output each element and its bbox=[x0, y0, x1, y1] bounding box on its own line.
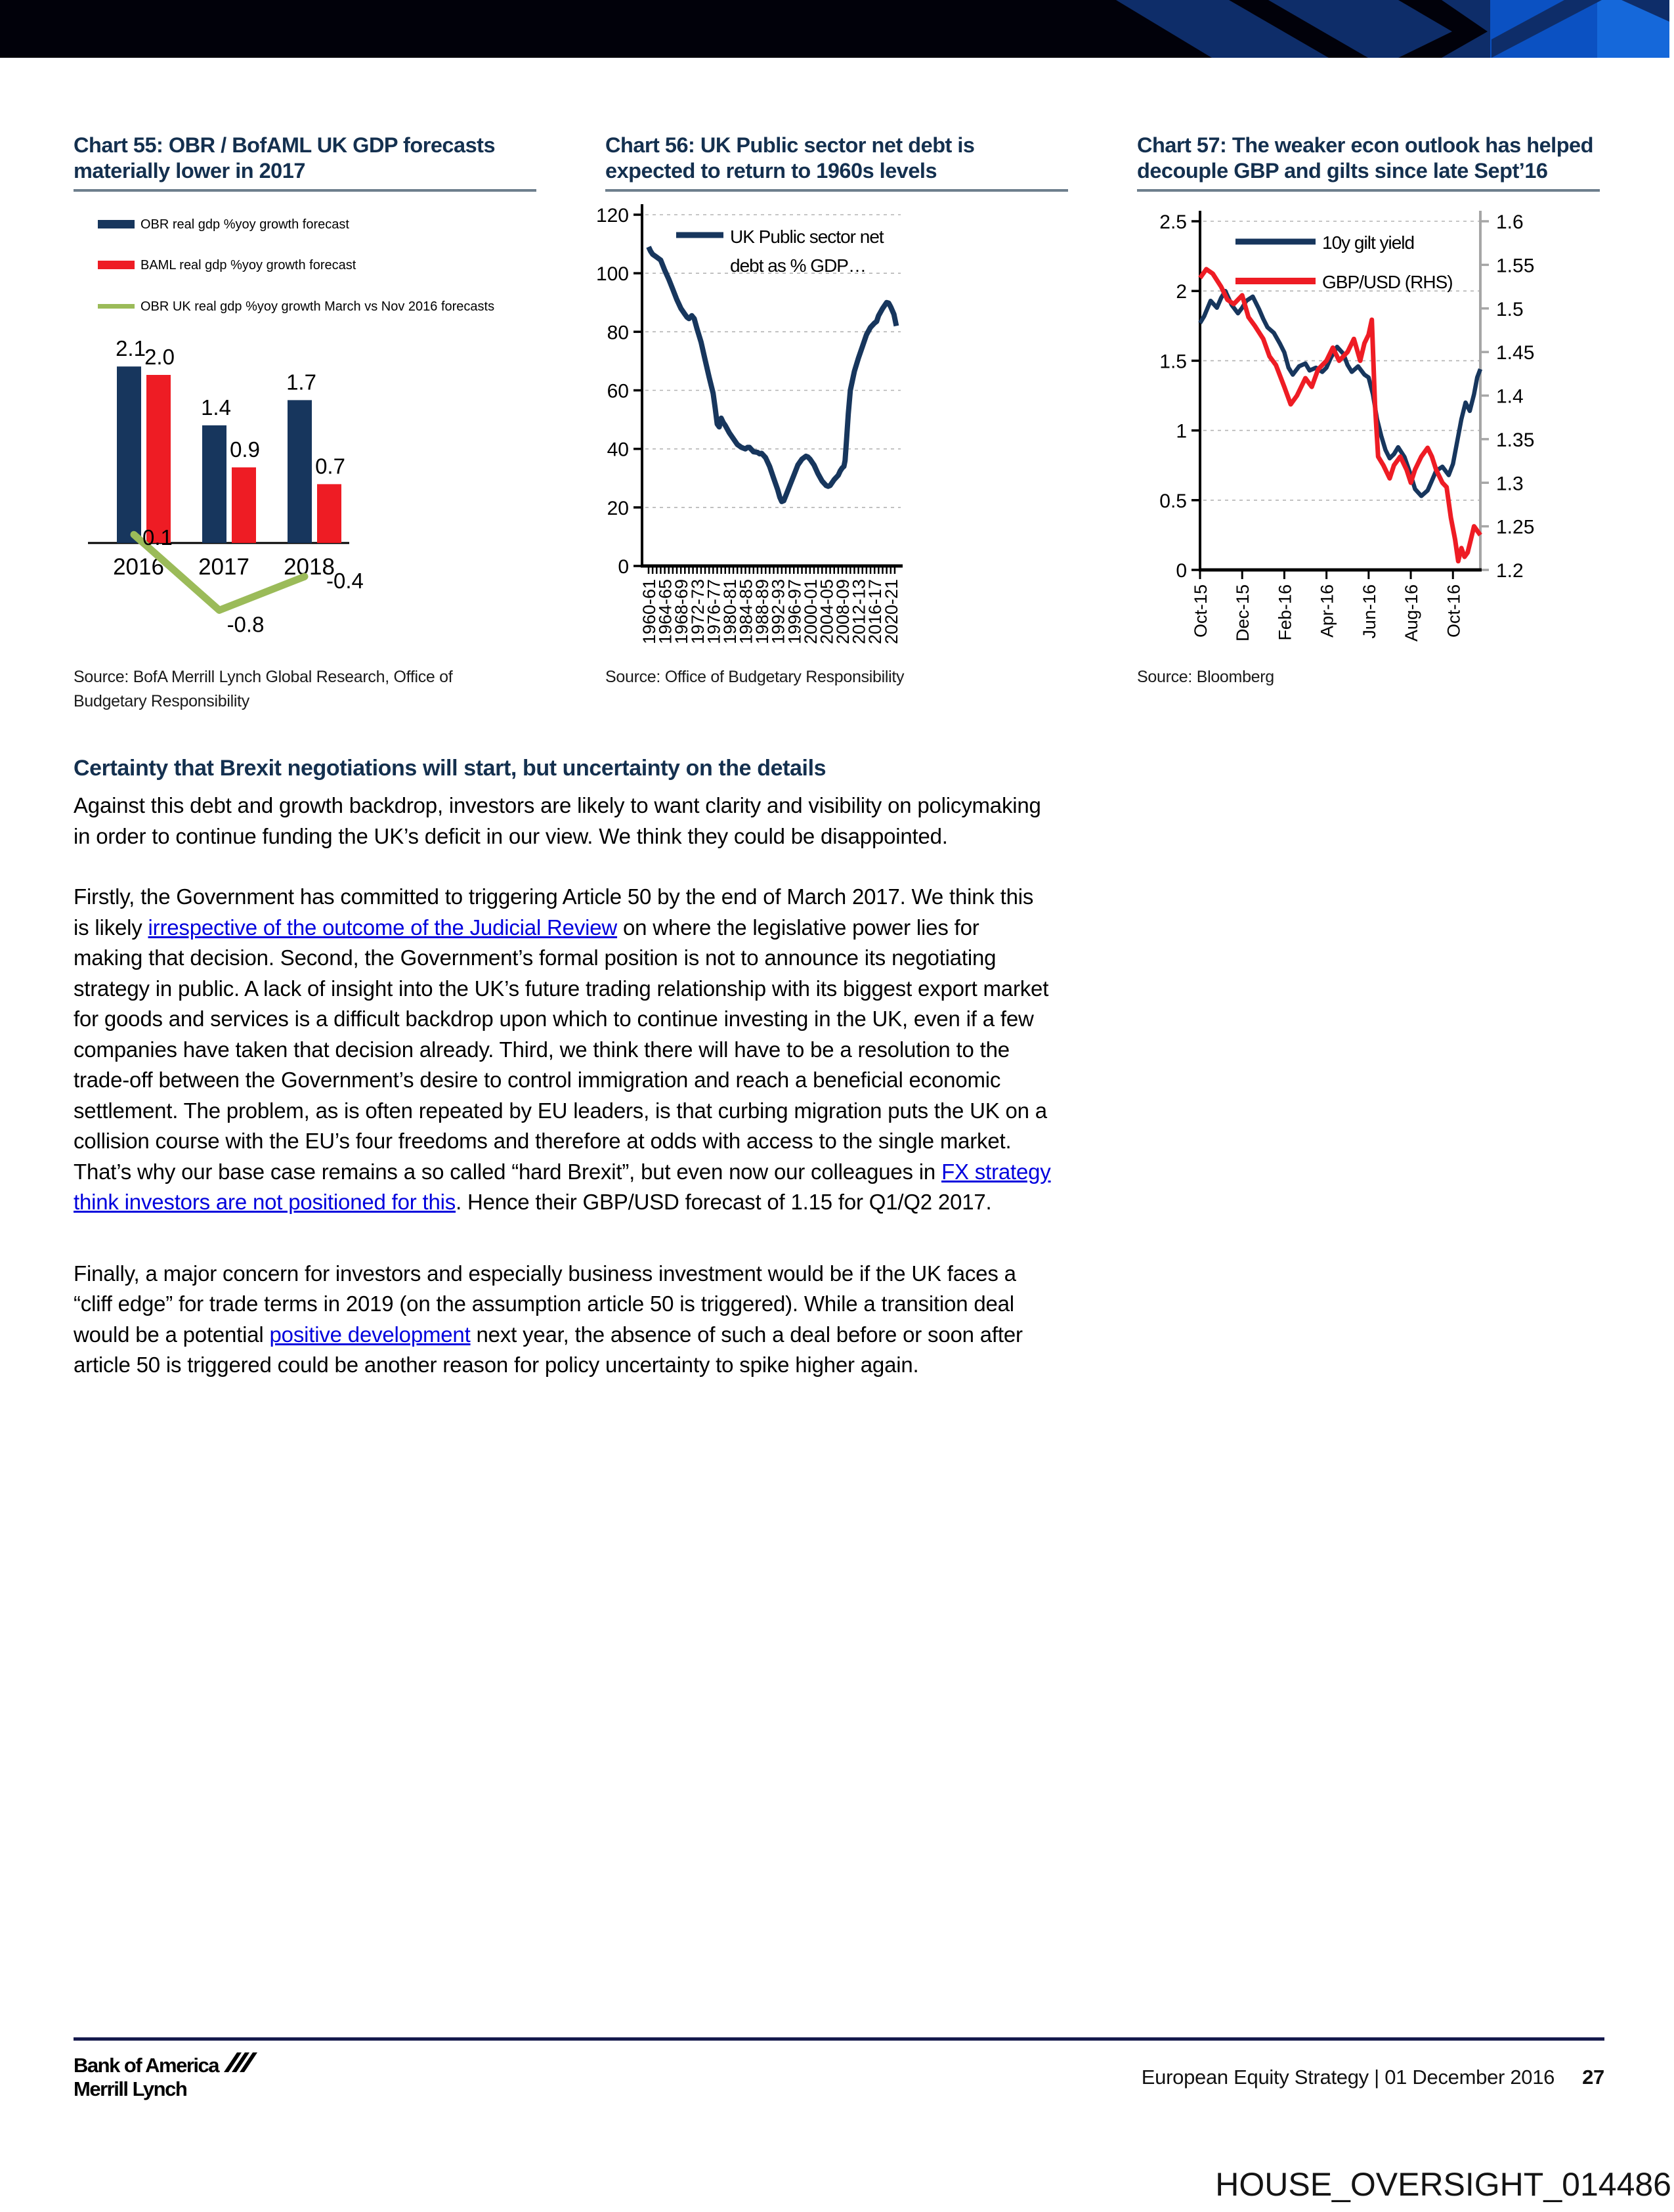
chart-55-title: Chart 55: OBR / BofAML UK GDP forecasts materially lower in 2017 bbox=[74, 133, 496, 183]
svg-text:Aug-16: Aug-16 bbox=[1402, 584, 1422, 642]
body-text bbox=[74, 755, 1052, 1411]
svg-text:Feb-16: Feb-16 bbox=[1275, 584, 1295, 641]
chart-55-panel bbox=[74, 133, 536, 714]
svg-text:1.5: 1.5 bbox=[1159, 351, 1187, 373]
svg-text:2016: 2016 bbox=[113, 554, 164, 580]
svg-text:debt as % GDP…: debt as % GDP… bbox=[730, 255, 866, 276]
svg-text:1.35: 1.35 bbox=[1496, 429, 1535, 451]
svg-text:1960-61: 1960-61 bbox=[639, 579, 659, 645]
paragraph-1 bbox=[74, 791, 1052, 852]
chart-57-title: Chart 57: The weaker econ outlook has helped decouple GBP and gilts since late Sept’16 bbox=[1137, 133, 1593, 183]
chart-56-title: Chart 56: UK Public sector net debt is expected to return to 1960s levels bbox=[605, 133, 975, 183]
svg-text:100: 100 bbox=[595, 263, 629, 286]
inline-link[interactable]: FX strategy think investors are not positioned for this bbox=[74, 1159, 1051, 1214]
svg-text:20: 20 bbox=[607, 497, 629, 519]
text-run: Against this debt and growth backdrop, investors are likely to want clarity and visibility on policymaking in order to continue funding the UK’s deficit in our view. We think they could be disappointed. bbox=[74, 793, 1041, 848]
svg-text:1.7: 1.7 bbox=[286, 370, 316, 395]
inline-link[interactable]: irrespective of the outcome of the Judicial Review bbox=[148, 915, 618, 940]
svg-text:-0.8: -0.8 bbox=[226, 612, 265, 637]
svg-text:120: 120 bbox=[595, 205, 629, 227]
svg-text:UK Public sector net: UK Public sector net bbox=[730, 227, 884, 247]
svg-text:0.1: 0.1 bbox=[142, 525, 173, 550]
footer-rule bbox=[74, 2037, 1604, 2041]
gilt-gbp-line-chart bbox=[1137, 192, 1600, 661]
svg-text:1.4: 1.4 bbox=[1496, 385, 1524, 408]
page-number: 27 bbox=[1582, 2066, 1604, 2089]
svg-text:1988-89: 1988-89 bbox=[752, 579, 773, 645]
svg-text:1976-77: 1976-77 bbox=[704, 579, 724, 645]
svg-text:60: 60 bbox=[607, 380, 629, 402]
paragraph-3 bbox=[74, 1259, 1052, 1381]
svg-text:1.5: 1.5 bbox=[1496, 298, 1524, 320]
svg-text:Oct-16: Oct-16 bbox=[1444, 584, 1464, 638]
svg-text:2.1: 2.1 bbox=[116, 336, 146, 361]
svg-text:2012-13: 2012-13 bbox=[849, 579, 869, 645]
publication-line bbox=[1142, 2066, 1604, 2089]
svg-text:Jun-16: Jun-16 bbox=[1359, 584, 1379, 639]
svg-text:2017: 2017 bbox=[198, 554, 249, 580]
svg-text:2008-09: 2008-09 bbox=[833, 579, 853, 645]
publication-title: European Equity Strategy | 01 December 2016 bbox=[1141, 2066, 1555, 2089]
svg-text:1: 1 bbox=[1176, 420, 1187, 443]
svg-text:0.7: 0.7 bbox=[315, 454, 345, 479]
svg-text:-0.4: -0.4 bbox=[326, 569, 364, 594]
text-run: . Hence their GBP/USD forecast of 1.15 for Q1/Q2 2017. bbox=[456, 1190, 992, 1214]
svg-text:OBR real gdp %yoy growth forec: OBR real gdp %yoy growth forecast bbox=[140, 217, 349, 232]
svg-text:Oct-15: Oct-15 bbox=[1191, 584, 1211, 638]
watermark: HOUSE_OVERSIGHT_014486 bbox=[1215, 2166, 1671, 2203]
bofa-logo bbox=[74, 2054, 261, 2101]
inline-link[interactable]: positive development bbox=[269, 1322, 471, 1347]
svg-text:1980-81: 1980-81 bbox=[719, 579, 740, 645]
header-artwork bbox=[0, 0, 1674, 58]
svg-text:2.5: 2.5 bbox=[1159, 211, 1187, 233]
svg-text:1972-73: 1972-73 bbox=[687, 579, 708, 645]
svg-text:40: 40 bbox=[607, 439, 629, 461]
svg-text:1.4: 1.4 bbox=[201, 395, 231, 420]
svg-text:OBR UK real gdp %yoy growth Ma: OBR UK real gdp %yoy growth March vs Nov 2016 forecasts bbox=[140, 299, 495, 314]
chart-57-source: Source: Bloomberg bbox=[1137, 668, 1274, 686]
section-heading: Certainty that Brexit negotiations will start, but uncertainty on the details bbox=[74, 756, 826, 781]
header-bar bbox=[0, 0, 1674, 58]
svg-text:1.6: 1.6 bbox=[1496, 211, 1524, 233]
svg-text:1964-65: 1964-65 bbox=[655, 579, 676, 645]
svg-text:1.3: 1.3 bbox=[1496, 473, 1524, 495]
logo-line2: Merrill Lynch bbox=[74, 2077, 187, 2100]
svg-text:2020-21: 2020-21 bbox=[881, 579, 901, 645]
text-run: Firstly, the Government has committed to triggering Article 50 by the end of March 2017. We think this is likely bbox=[74, 884, 1034, 940]
svg-text:10y gilt yield: 10y gilt yield bbox=[1322, 232, 1415, 253]
logo-line1: Bank of America bbox=[74, 2054, 219, 2077]
svg-text:80: 80 bbox=[607, 322, 629, 344]
svg-text:0: 0 bbox=[1176, 560, 1187, 582]
svg-text:Dec-15: Dec-15 bbox=[1233, 584, 1253, 642]
text-run: Finally, a major concern for investors and especially business investment would be if the UK faces a “cliff edge” for trade terms in 2019 (on the assumption article 50 is triggered). While a transition deal would be a potential bbox=[74, 1261, 1016, 1347]
svg-text:1.45: 1.45 bbox=[1496, 342, 1535, 364]
svg-text:1996-97: 1996-97 bbox=[784, 579, 805, 645]
chart-55-source: Source: BofA Merrill Lynch Global Research, Office of Budgetary Responsibility bbox=[74, 668, 453, 710]
svg-text:2016-17: 2016-17 bbox=[865, 579, 886, 645]
gdp-forecast-bar-chart bbox=[74, 192, 536, 661]
bofa-flag-icon bbox=[223, 2049, 261, 2075]
text-run: next year, the absence of such a deal before or soon after article 50 is triggered could be another reason for policy uncertainty to spike higher again. bbox=[74, 1322, 1023, 1377]
chart-57-panel bbox=[1137, 133, 1600, 689]
text-run: on where the legislative power lies for making that decision. Second, the Government’s formal position is not to announce its negotiating strategy in public. A lack of insight into the UK’s future trading relationship with its biggest export market for goods and services is a difficult backdrop upon which to continue investing in the UK, even if a few companies have taken that decision already. Third, we think there will have to be a resolution to the trade-off between the Government’s desire to control immigration and reach a beneficial economic settlement. The problem, as is often repeated by EU leaders, is that curbing migration puts the UK on a collision course with the EU’s four freedoms and therefore at odds with access to the single market. That’s why our base case remains a so called “hard Brexit”, but even now our colleagues in bbox=[74, 915, 1049, 1184]
svg-text:1.55: 1.55 bbox=[1496, 255, 1535, 277]
svg-text:2018: 2018 bbox=[284, 554, 335, 580]
net-debt-line-chart bbox=[595, 192, 1068, 661]
svg-text:BAML real gdp %yoy growth fore: BAML real gdp %yoy growth forecast bbox=[140, 258, 356, 272]
svg-text:1992-93: 1992-93 bbox=[768, 579, 788, 645]
chart-56-source: Source: Office of Budgetary Responsibility bbox=[605, 668, 905, 686]
svg-text:2.0: 2.0 bbox=[144, 345, 175, 369]
svg-text:1.2: 1.2 bbox=[1496, 560, 1524, 582]
svg-text:0: 0 bbox=[618, 556, 629, 578]
svg-text:2: 2 bbox=[1176, 281, 1187, 303]
svg-text:1984-85: 1984-85 bbox=[736, 579, 756, 645]
svg-text:2000-01: 2000-01 bbox=[800, 579, 821, 645]
svg-text:2004-05: 2004-05 bbox=[817, 579, 837, 645]
svg-text:1968-69: 1968-69 bbox=[672, 579, 692, 645]
svg-text:Apr-16: Apr-16 bbox=[1317, 584, 1337, 638]
svg-text:0.5: 0.5 bbox=[1159, 490, 1187, 512]
chart-56-panel bbox=[595, 133, 1068, 689]
svg-text:0.9: 0.9 bbox=[230, 437, 260, 462]
paragraph-2 bbox=[74, 882, 1052, 1218]
svg-text:GBP/USD (RHS): GBP/USD (RHS) bbox=[1322, 272, 1453, 292]
svg-text:1.25: 1.25 bbox=[1496, 516, 1535, 538]
